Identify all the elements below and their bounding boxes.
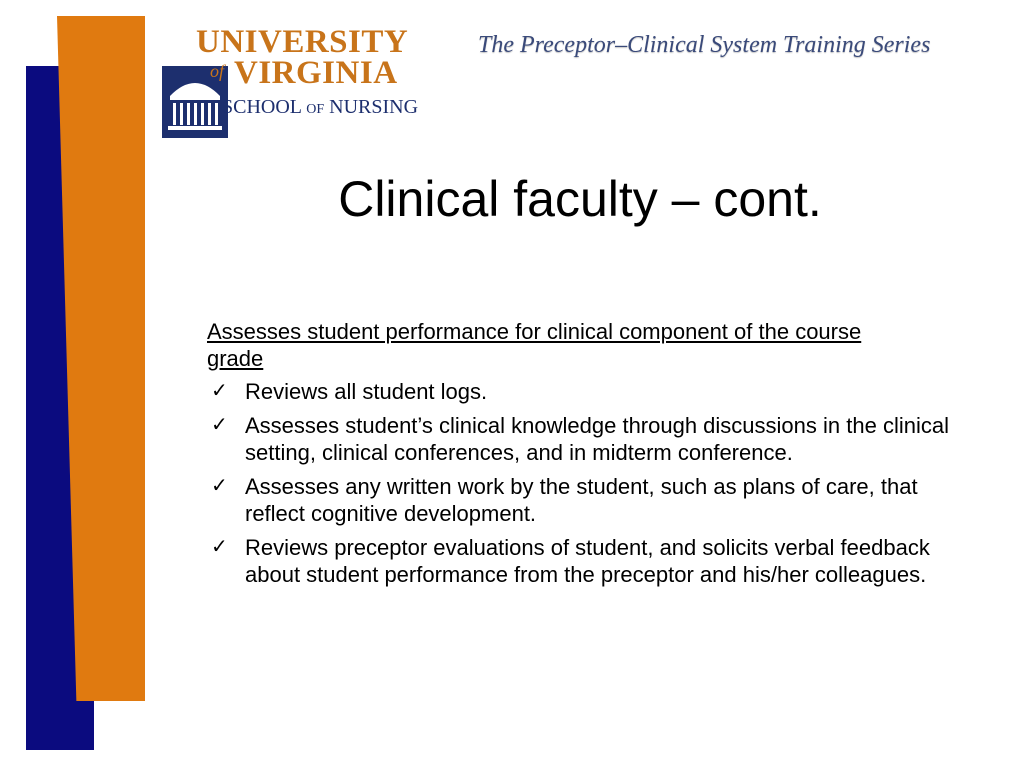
- logo-virginia-text: VIRGINIA: [234, 55, 398, 91]
- check-icon: ✓: [211, 475, 228, 497]
- lead-statement: Assesses student performance for clinical component of the course grade: [207, 319, 862, 371]
- list-item: [207, 534, 955, 588]
- check-icon: ✓: [211, 414, 228, 436]
- bullet-list: [207, 378, 967, 588]
- logo-of-text: of: [210, 61, 225, 81]
- list-item-text: Assesses student’s clinical knowledge through discussions in the clinical setting, clinical conferences, and in midterm conference.: [245, 413, 949, 465]
- list-item: [207, 378, 955, 405]
- list-item-text: Reviews preceptor evaluations of student, and solicits verbal feedback about student performance from the preceptor and his/her colleagues.: [245, 535, 930, 587]
- logo-university-text: UNIVERSITY: [196, 24, 409, 60]
- list-item: [207, 473, 955, 527]
- list-item-text: Assesses any written work by the student, such as plans of care, that reflect cognitive development.: [245, 474, 918, 526]
- university-logo: [160, 24, 430, 124]
- logo-school-text: SCHOOL of NURSING: [222, 96, 419, 118]
- check-icon: ✓: [211, 536, 228, 558]
- series-title: The Preceptor–Clinical System Training Series: [478, 32, 931, 58]
- list-item-text: Reviews all student logs.: [245, 379, 488, 404]
- slide-title: Clinical faculty – cont.: [338, 171, 822, 227]
- check-icon: ✓: [211, 380, 228, 402]
- slide-body: [207, 318, 967, 595]
- list-item: [207, 412, 955, 466]
